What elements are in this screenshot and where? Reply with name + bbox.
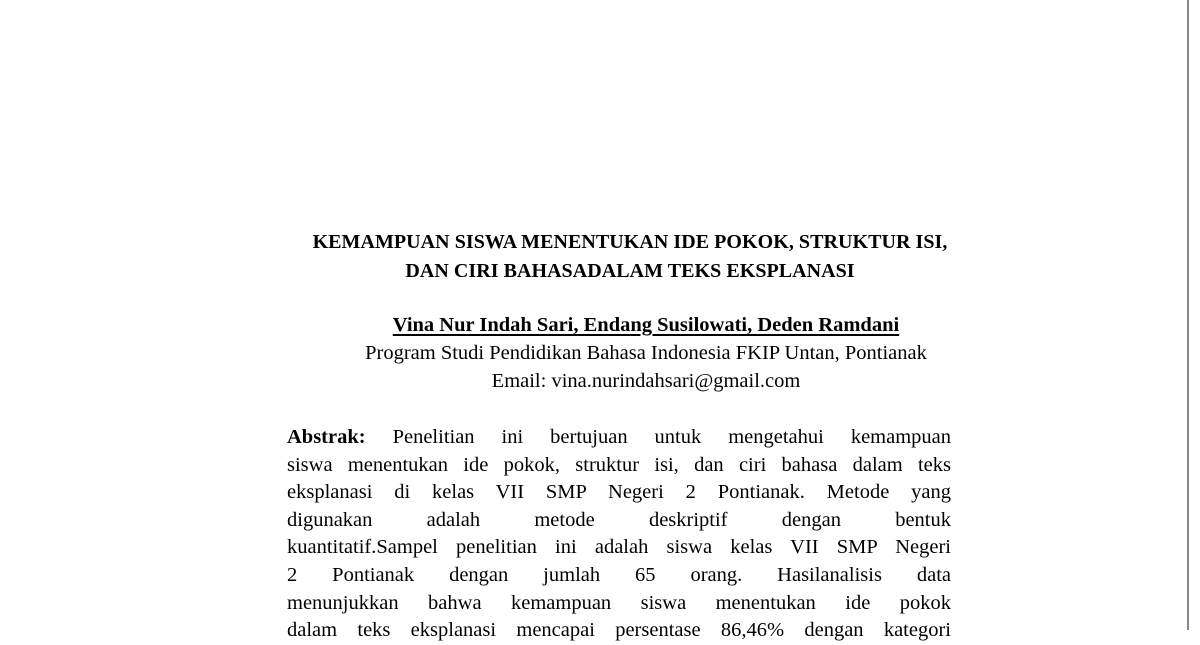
abstract-line: 2 Pontianak dengan jumlah 65 orang. Hasilanalisis data: [287, 563, 951, 586]
abstract-line: kuantitatif.Sampel penelitian ini adalah siswa kelas VII SMP Negeri: [287, 536, 951, 559]
abstract-line: menunjukkan bahwa kemampuan siswa menentukan ide pokok: [287, 591, 951, 614]
paper-title: [200, 228, 1060, 286]
paper-title-line-2: DAN CIRI BAHASADALAM TEKS EKSPLANASI: [405, 260, 855, 282]
viewer-edge-line: [1187, 0, 1189, 630]
abstract-line: [287, 424, 951, 452]
paper-title-line-1: KEMAMPUAN SISWA MENENTUKAN IDE POKOK, STRUKTUR ISI,: [312, 231, 948, 253]
abstract-line: digunakan adalah metode deskriptif dengan bentuk: [287, 508, 951, 531]
abstract-line: siswa menentukan ide pokok, struktur isi, dan ciri bahasa dalam teks: [287, 453, 951, 476]
abstract-line: dalam teks eksplanasi mencapai persentase 86,46% dengan kategori: [287, 619, 951, 642]
abstract-line-text: Penelitian ini bertujuan untuk mengetahui kemampuan: [392, 426, 952, 448]
abstract: [287, 424, 951, 645]
abstract-label: Abstrak:: [287, 426, 366, 448]
author-email: Email: vina.nurindahsari@gmail.com: [491, 370, 801, 392]
author-info: [256, 311, 1036, 395]
abstract-line: eksplanasi di kelas VII SMP Negeri 2 Pontianak. Metode yang: [287, 481, 951, 504]
author-names: Vina Nur Indah Sari, Endang Susilowati, Deden Ramdani: [392, 314, 900, 336]
author-affiliation: Program Studi Pendidikan Bahasa Indonesia FKIP Untan, Pontianak: [365, 342, 927, 364]
